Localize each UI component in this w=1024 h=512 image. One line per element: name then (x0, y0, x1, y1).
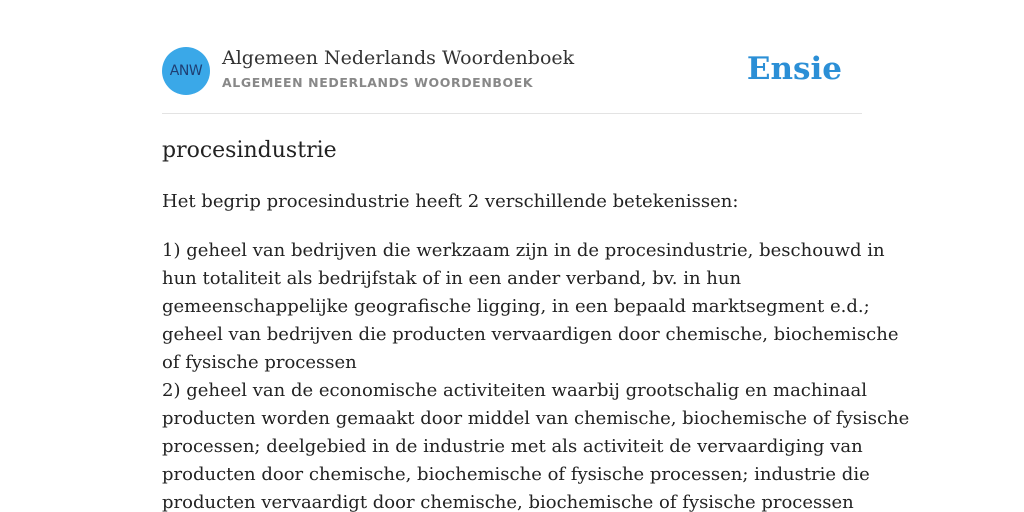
anw-logo[interactable]: ANW (162, 47, 210, 95)
definition-line: of fysische processen (162, 352, 357, 373)
site-header (162, 47, 862, 95)
ensie-brand-link[interactable]: Ensie (746, 51, 842, 87)
definition-line: gemeenschappelijke geografische ligging, in een bepaald marktsegment e.d.; (162, 296, 870, 317)
source-title[interactable]: Algemeen Nederlands Woordenboek (222, 47, 575, 69)
definition-line: producten worden gemaakt door middel van chemische, biochemische of fysische (162, 408, 910, 429)
definition-line: processen; deelgebied in de industrie met als activiteit de vervaardiging van (162, 436, 863, 457)
entry-intro: Het begrip procesindustrie heeft 2 verschillende betekenissen: (162, 191, 739, 212)
header-divider (162, 113, 862, 114)
definition-line: 1) geheel van bedrijven die werkzaam zijn in de procesindustrie, beschouwd in (162, 240, 885, 261)
definition-line: geheel van bedrijven die producten vervaardigen door chemische, biochemische (162, 324, 899, 345)
definition-line: producten door chemische, biochemische of fysische processen; industrie die (162, 464, 870, 485)
definition-line: hun totaliteit als bedrijfstak of in een ander verband, bv. in hun (162, 268, 742, 289)
entry-term: procesindustrie (162, 138, 337, 163)
definition-line: 2) geheel van de economische activiteiten waarbij grootschalig en machinaal (162, 380, 868, 401)
definition-text (162, 237, 910, 512)
definition-line: producten vervaardigt door chemische, biochemische of fysische processen (162, 492, 854, 512)
source-subtitle: ALGEMEEN NEDERLANDS WOORDENBOEK (222, 75, 534, 90)
